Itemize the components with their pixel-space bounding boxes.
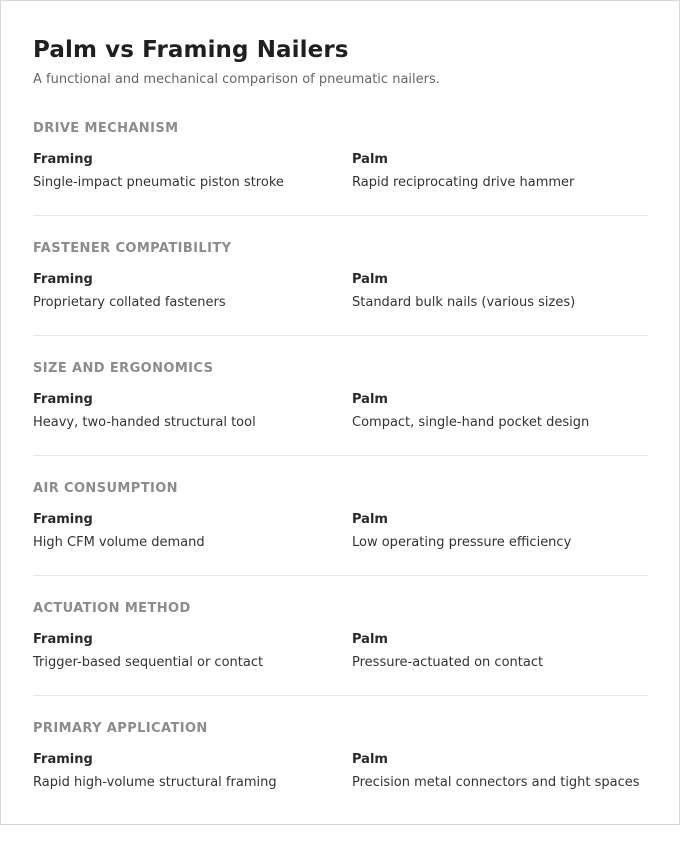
framing-value: Rapid high-volume structural framing: [33, 775, 277, 790]
section-actuation-method: [33, 601, 648, 721]
section-air-consumption: [33, 481, 648, 601]
framing-column: [33, 392, 256, 430]
section-divider: [33, 575, 648, 576]
framing-label: Framing: [33, 152, 93, 167]
framing-value: Proprietary collated fasteners: [33, 295, 226, 310]
framing-value: Heavy, two-handed structural tool: [33, 415, 256, 430]
framing-column: [33, 752, 277, 790]
section-heading: AIR CONSUMPTION: [33, 481, 178, 496]
palm-value: Precision metal connectors and tight spaces: [352, 775, 640, 790]
section-size-ergonomics: [33, 361, 648, 481]
section-primary-application: [33, 721, 648, 841]
page-title: Palm vs Framing Nailers: [33, 37, 349, 63]
framing-label: Framing: [33, 752, 93, 767]
framing-column: [33, 152, 284, 190]
palm-label: Palm: [352, 752, 388, 767]
framing-label: Framing: [33, 272, 93, 287]
palm-column: [352, 632, 543, 670]
palm-column: [352, 752, 640, 790]
framing-value: High CFM volume demand: [33, 535, 205, 550]
palm-label: Palm: [352, 152, 388, 167]
palm-value: Rapid reciprocating drive hammer: [352, 175, 575, 190]
palm-label: Palm: [352, 632, 388, 647]
section-heading: FASTENER COMPATIBILITY: [33, 241, 232, 256]
palm-column: [352, 392, 589, 430]
palm-value: Compact, single-hand pocket design: [352, 415, 590, 430]
palm-label: Palm: [352, 512, 388, 527]
framing-label: Framing: [33, 392, 93, 407]
palm-label: Palm: [352, 272, 388, 287]
palm-value: Standard bulk nails (various sizes): [352, 295, 576, 310]
framing-label: Framing: [33, 632, 93, 647]
framing-column: [33, 272, 226, 310]
palm-value: Low operating pressure efficiency: [352, 535, 572, 550]
framing-value: Single-impact pneumatic piston stroke: [33, 175, 284, 190]
palm-column: [352, 512, 571, 550]
comparison-sections: [33, 121, 648, 841]
section-divider: [33, 335, 648, 336]
framing-column: [33, 632, 263, 670]
page-subtitle: A functional and mechanical comparison of pneumatic nailers.: [33, 72, 440, 87]
section-divider: [33, 695, 648, 696]
palm-label: Palm: [352, 392, 388, 407]
framing-label: Framing: [33, 512, 93, 527]
section-divider: [33, 215, 648, 216]
framing-column: [33, 512, 205, 550]
section-heading: PRIMARY APPLICATION: [33, 721, 208, 736]
palm-column: [352, 272, 575, 310]
palm-value: Pressure-actuated on contact: [352, 655, 544, 670]
section-heading: SIZE AND ERGONOMICS: [33, 361, 214, 376]
section-heading: DRIVE MECHANISM: [33, 121, 179, 136]
section-heading: ACTUATION METHOD: [33, 601, 191, 616]
section-drive-mechanism: [33, 121, 648, 241]
palm-column: [352, 152, 574, 190]
framing-value: Trigger-based sequential or contact: [33, 655, 264, 670]
section-fastener-compatibility: [33, 241, 648, 361]
section-divider: [33, 455, 648, 456]
